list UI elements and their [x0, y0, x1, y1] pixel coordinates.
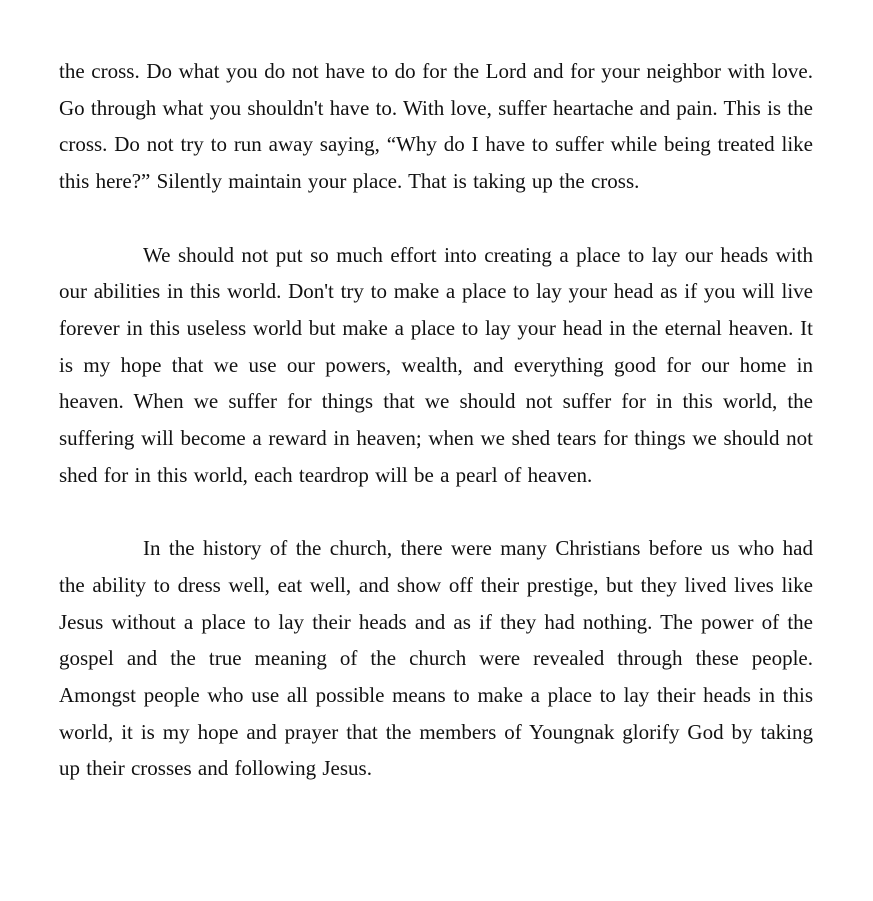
document-page — [59, 53, 813, 787]
paragraph-1: the cross. Do what you do not have to do for the Lord and for your neighbor with love. Go through what you shouldn't have to. With love, suffer heartache and pain. This is the cross. Do not try to run away saying, “Why do I have to suffer while being treated like this here?” Silently maintain your place. That is taking up the cross. — [59, 59, 813, 194]
paragraph-2: We should not put so much effort into creating a place to lay our heads with our abilities in this world. Don't try to make a place to lay your head as if you will live forever in this useless world but make a place to lay your head in the eternal heaven. It is my hope that we use our powers, wealth, and everything good for our home in heaven. When we suffer for things that we should not suffer for in this world, the suffering will become a reward in heaven; when we shed tears for things we should not shed for in this world, each teardrop will be a pearl of heaven. — [59, 242, 813, 487]
paragraph-3: In the history of the church, there were many Christians before us who had the ability to dress well, eat well, and show off their prestige, but they lived lives like Jesus without a place to lay their heads and as if they had nothing. The power of the gospel and the true meaning of the church were revealed through these people. Amongst people who use all possible means to make a place to lay their heads in this world, it is my hope and prayer that the members of Youngnak glorify God by taking up their crosses and following Jesus. — [59, 536, 813, 781]
